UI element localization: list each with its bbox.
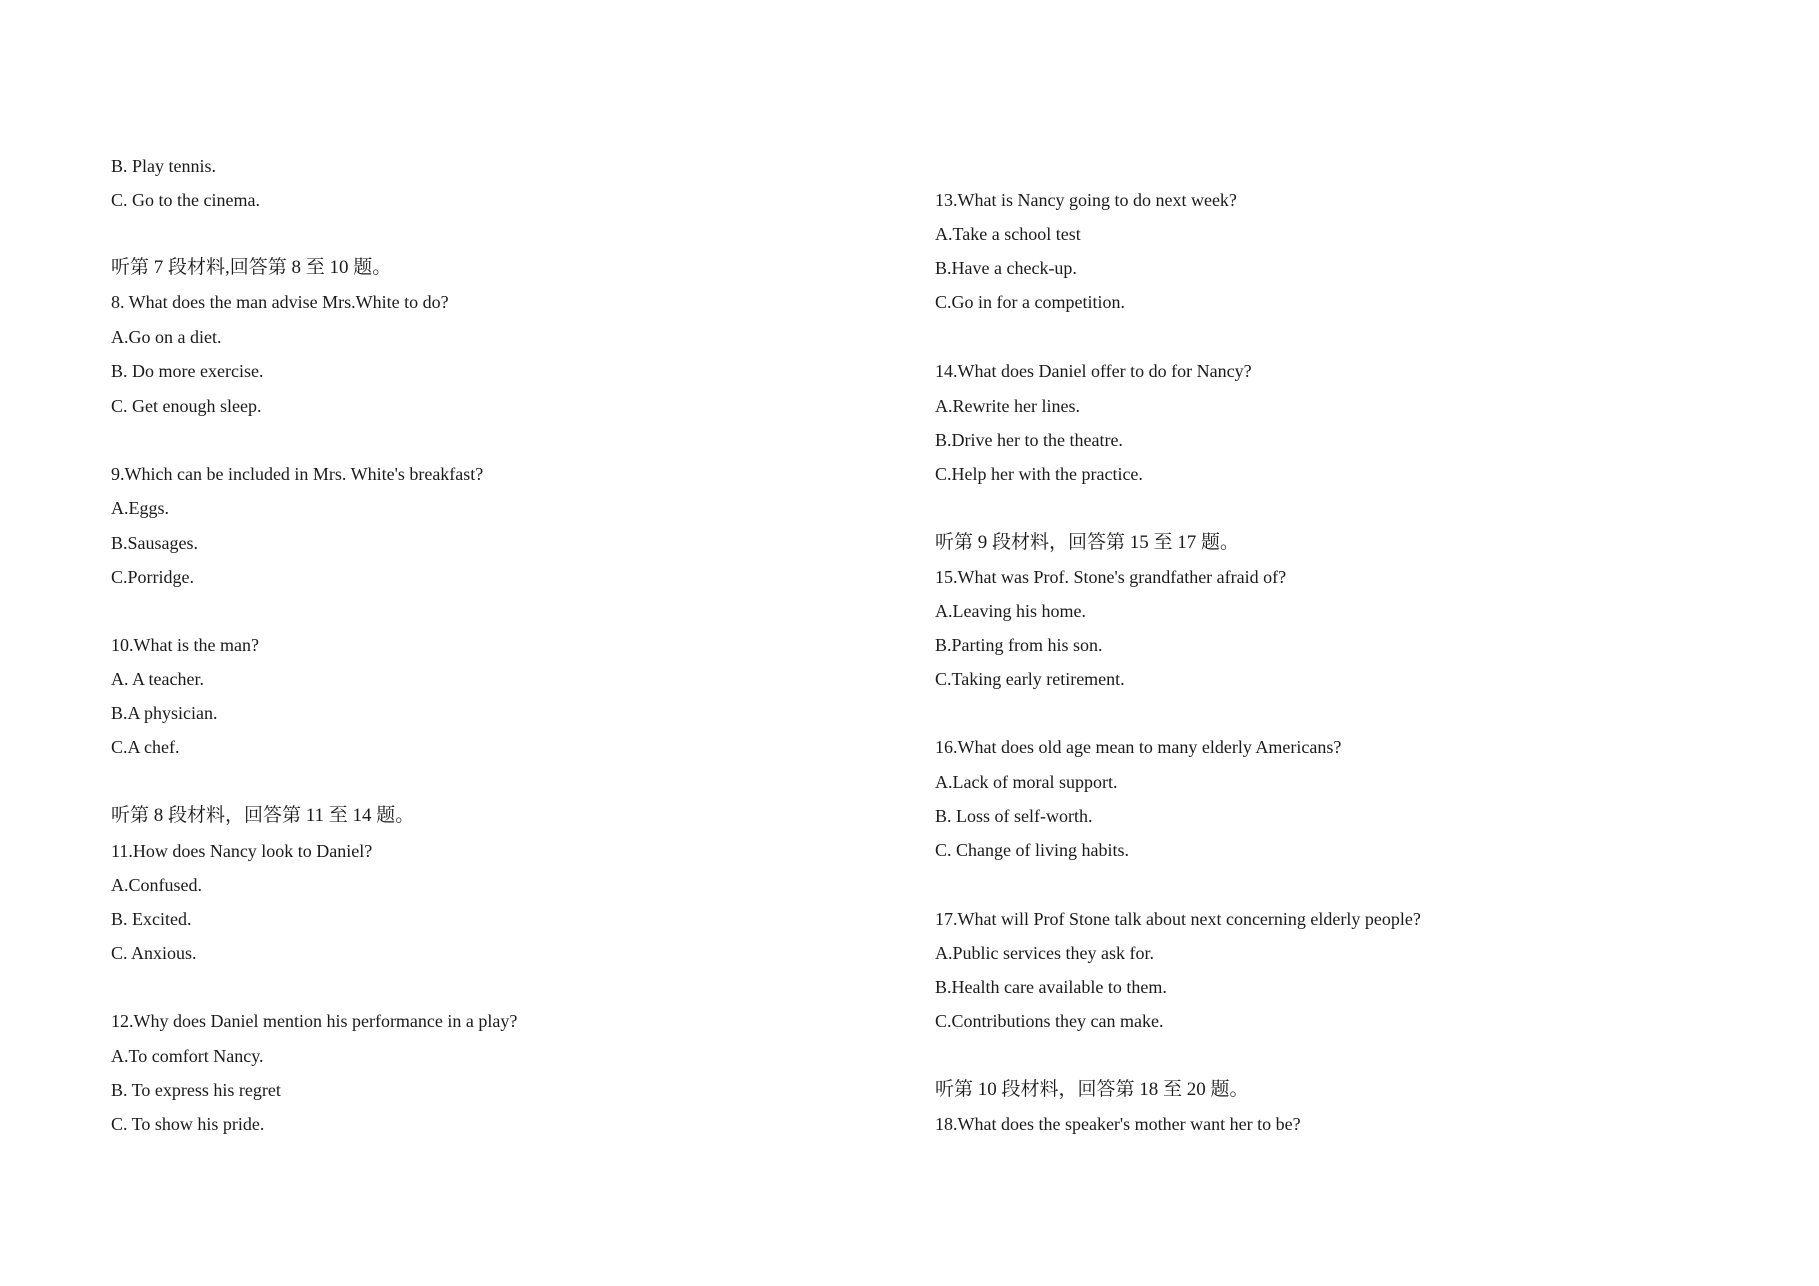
- answer-option: B. To express his regret: [111, 1080, 281, 1100]
- answer-option: B.Have a check-up.: [935, 258, 1077, 278]
- question-text: 17.What will Prof Stone talk about next concerning elderly people?: [935, 909, 1421, 929]
- answer-option: A.To comfort Nancy.: [111, 1046, 264, 1066]
- section-heading: 听第 7 段材料,回答第 8 至 10 题。: [111, 257, 392, 278]
- answer-option: C.Contributions they can make.: [935, 1011, 1164, 1031]
- answer-option: C. Change of living habits.: [935, 840, 1129, 860]
- answer-option: A.Leaving his home.: [935, 601, 1086, 621]
- answer-option: C.Porridge.: [111, 567, 194, 587]
- answer-option: B. Loss of self-worth.: [935, 806, 1093, 826]
- answer-option: C. To show his pride.: [111, 1114, 265, 1134]
- answer-option: A.Lack of moral support.: [935, 772, 1118, 792]
- answer-option: B.Health care available to them.: [935, 977, 1167, 997]
- answer-option: A.Take a school test: [935, 224, 1081, 244]
- answer-option: C. Get enough sleep.: [111, 396, 262, 416]
- answer-option: B. Do more exercise.: [111, 361, 264, 381]
- answer-option: C. Anxious.: [111, 943, 197, 963]
- question-text: 11.How does Nancy look to Daniel?: [111, 841, 373, 861]
- answer-option: A.Eggs.: [111, 498, 169, 518]
- answer-option: A. A teacher.: [111, 669, 204, 689]
- answer-option: B.Parting from his son.: [935, 635, 1103, 655]
- answer-option: B.A physician.: [111, 703, 218, 723]
- question-text: 15.What was Prof. Stone's grandfather afraid of?: [935, 567, 1287, 587]
- answer-option: C. Go to the cinema.: [111, 190, 260, 210]
- answer-option: A.Confused.: [111, 875, 202, 895]
- question-text: 10.What is the man?: [111, 635, 259, 655]
- answer-option: C.A chef.: [111, 737, 180, 757]
- section-heading: 听第 8 段材料，回答第 11 至 14 题。: [111, 805, 415, 826]
- answer-option: A.Rewrite her lines.: [935, 396, 1080, 416]
- answer-option: B.Drive her to the theatre.: [935, 430, 1123, 450]
- question-text: 9.Which can be included in Mrs. White's breakfast?: [111, 464, 484, 484]
- question-text: 16.What does old age mean to many elderly Americans?: [935, 737, 1342, 757]
- answer-option: B. Play tennis.: [111, 156, 217, 176]
- question-text: 14.What does Daniel offer to do for Nancy?: [935, 361, 1252, 381]
- answer-option: C.Help her with the practice.: [935, 464, 1143, 484]
- answer-option: C.Go in for a competition.: [935, 292, 1125, 312]
- question-text: 8. What does the man advise Mrs.White to do?: [111, 292, 449, 312]
- answer-option: B. Excited.: [111, 909, 192, 929]
- section-heading: 听第 9 段材料，回答第 15 至 17 题。: [935, 532, 1240, 553]
- section-heading: 听第 10 段材料，回答第 18 至 20 题。: [935, 1079, 1249, 1100]
- answer-option: C.Taking early retirement.: [935, 669, 1125, 689]
- answer-option: B.Sausages.: [111, 533, 198, 553]
- answer-option: A.Go on a diet.: [111, 327, 222, 347]
- question-text: 12.Why does Daniel mention his performance in a play?: [111, 1011, 518, 1031]
- question-text: 13.What is Nancy going to do next week?: [935, 190, 1237, 210]
- question-text: 18.What does the speaker's mother want her to be?: [935, 1114, 1301, 1134]
- answer-option: A.Public services they ask for.: [935, 943, 1154, 963]
